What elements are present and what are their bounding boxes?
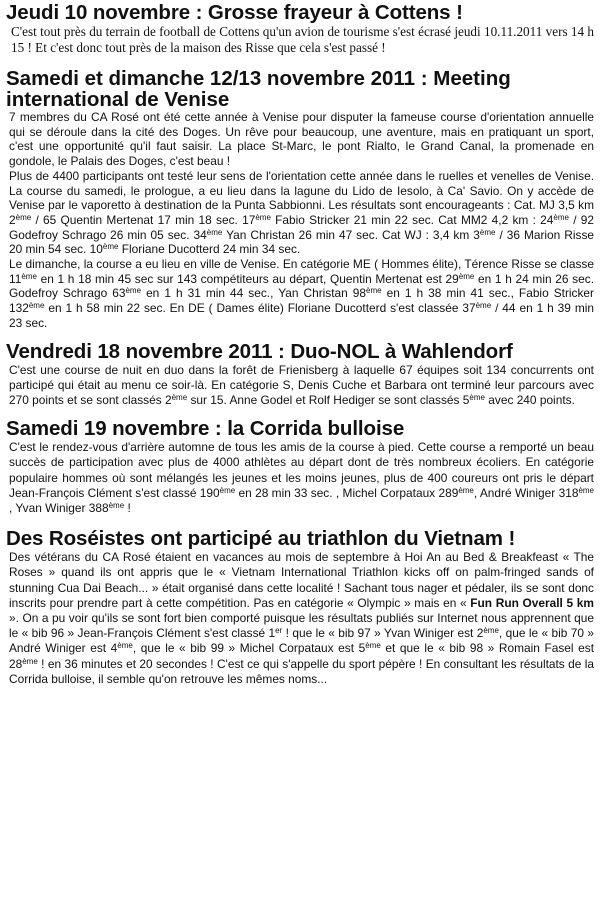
- section-venise: [6, 68, 594, 331]
- section-vietnam: [6, 528, 594, 687]
- heading-corrida: Samedi 19 novembre : la Corrida bulloise: [6, 417, 405, 441]
- paragraph-venise-samedi: Plus de 4400 participants ont testé leur sens de l'orientation cette année dans le ruelles et venelles de Venise. La course du samedi, le prologue, a eu lieu dans la lagune du Lido de Iesolo, à Ca' Savio. On y accède de Venise par le vaporetto à destination de la Punta Sabbionni. Les résultats sont encourageants : Cat. MJ 3,5 km 2ème / 65 Quentin Mertenat 17 min 18 sec. 17ème Fabio Stricker 21 min 22 sec. Cat MM2 4,2 km : 24ème / 92 Godefroy Schrago 26 min 05 sec. 34ème Yan Christan 26 min 47 sec. Cat WJ : 3,4 km 3ème / 36 Marion Risse 20 min 54 sec. 10ème Floriane Ducotterd 24 min 34 sec.: [9, 168, 595, 257]
- paragraph-corrida: C'est le rendez-vous d'arrière automne de tous les amis de la course à pied. Cette course a remporté un beau succès de participation avec plus de 4000 athlètes au départ dont de très nombreux écoliers. En catégorie populaire hommes où sont mélangés les jeunes et les moins jeunes, plus de 400 coureurs ont pris le départ Jean-François Clément s'est classé 190ème en 28 min 33 sec. , Michel Corpataux 289ème, André Winiger 318ème , Yvan Winiger 388ème !: [9, 440, 594, 515]
- paragraph-venise-intro: 7 membres du CA Rosé ont été cette année à Venise pour disputer la fameuse course d'orientation annuelle qui se déroule dans la cité des Doges. Un rêve pour beaucoup, une aventure, mais en pratiquant un sport, c'est une opportunité qu'il faut saisir. La place St-Marc, le pont Rialto, le Grand Canal, la promenade en gondole, le Palais des Doges, c'est beau !: [9, 110, 594, 169]
- section-duo-nol: [6, 341, 594, 409]
- fun-run-label: Fun Run Overall 5 km: [470, 595, 594, 610]
- heading-venise: Samedi et dimanche 12/13 novembre 2011 : Meeting international de Venise: [6, 67, 511, 111]
- paragraph-cottens: C'est tout près du terrain de football de Cottens qu'un avion de tourisme s'est écrasé jeudi 10.11.2011 vers 14 h 15 ! Et c'est donc tout près de la maison des Risse que cela s'est passé !: [11, 24, 594, 55]
- paragraph-venise-dimanche: Le dimanche, la course a eu lieu en ville de Venise. En catégorie ME ( Hommes élite), Térence Risse se classe 11ème en 1 h 18 min 45 sec sur 143 compétiteurs au départ, Quentin Mertenat est 29ème en 1 h 24 min 26 sec. Godefroy Schrago 63ème en 1 h 31 min 44 sec., Yan Christan 98ème en 1 h 38 min 41 sec., Fabio Stricker 132ème en 1 h 58 min 22 sec. En DE ( Dames élite) Floriane Ducotterd s'est classée 37ème / 44 en 1 h 39 min 23 sec.: [9, 257, 595, 330]
- section-corrida: [6, 418, 594, 516]
- heading-duo-nol: Vendredi 18 novembre 2011 : Duo-NOL à Wahlendorf: [6, 339, 513, 363]
- heading-vietnam: Des Roséistes ont participé au triathlon du Vietnam !: [6, 527, 516, 551]
- paragraph-duo-nol: C'est une course de nuit en duo dans la forêt de Frienisberg à laquelle 67 équipes soit 134 concurrents ont participé qui était au menu ce soir-là. En catégorie S, Denis Cuche et Barbara ont terminé leur parcours avec 270 points et se sont classés 2ème sur 15. Anne Godel et Rolf Hediger se sont classés 5ème avec 240 points.: [9, 362, 594, 407]
- paragraph-vietnam: Des vétérans du CA Rosé étaient en vacances au mois de septembre à Hoi An au Bed & Breakfeast « The Roses » quand ils ont appris que le « Vietnam International Triathlon kicks off on palm-fringed sands of stunning Cua Dai Beach... » était organisé dans cette localité ! Sachant tous nager et pédaler, ils se sont donc inscrits pour prendre part à cette compétition. Pas en catégorie « Olympic » mais en « Fun Run Overall 5 km ». On a pu voir qu'ils se sont fort bien comporté puisque les résultats publiés sur Internet nous apprennent que le « bib 96 » Jean-François Clément s'est classé 1er ! que le « bib 97 » Yvan Winiger est 2ème, que le « bib 70 » André Winiger est 4ème, que le « bib 99 » Michel Corpataux est 5ème et que le « bib 98 » Romain Fasel est 28ème ! en 36 minutes et 20 secondes ! C'est ce qui s'appelle du sport pépère ! En consultant les résultats de la Corrida bulloise, il semble qu'on retrouve les mêmes noms...: [9, 550, 594, 686]
- section-cottens: [6, 2, 594, 56]
- heading-cottens: Jeudi 10 novembre : Grosse frayeur à Cottens !: [6, 1, 463, 24]
